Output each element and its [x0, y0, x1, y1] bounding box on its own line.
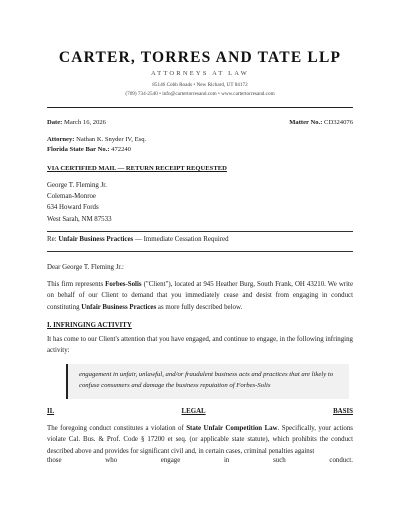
recipient-name: George T. Fleming Jr.	[47, 182, 107, 189]
section-2-heading-word: LEGAL	[181, 408, 206, 415]
re-top-divider	[47, 231, 353, 232]
recipient-company: Coleman-Monroe	[47, 193, 96, 201]
law-name: State Unfair Competition Law	[186, 425, 278, 432]
intro-text-2: ("Client"), located at 945 Heather Burg, South Frank, OH 43210. We write on behalf of our Client to demand that you immediately cease and desist from engaging in conduct constituting	[47, 281, 354, 311]
firm-subtitle: ATTORNEYS AT LAW	[151, 70, 249, 77]
header-divider	[47, 107, 353, 108]
attorney-value: Nathan K. Snyder IV, Esq.	[76, 136, 147, 143]
last-line-word: in	[224, 457, 230, 464]
re-subject: Unfair Business Practices	[58, 236, 134, 243]
legal-text-2: . Specifically, your actions violate Cal. Bus. & Prof. Code § 17200 et seq. (or applicable state statute), which prohibits the conduct described above and provides for significant civil and, in certain cases, criminal penalties against	[47, 425, 353, 455]
section-2-heading-word: BASIS	[333, 408, 353, 415]
bar-value: 472240	[111, 146, 131, 153]
client-name: Forbes-Solis	[105, 281, 142, 288]
section-2-heading	[47, 408, 353, 415]
attorney-row	[47, 135, 353, 144]
legal-text-1: The foregoing conduct constitutes a violation of	[47, 425, 187, 432]
section-2-paragraph	[47, 423, 353, 457]
matter-value: CD324076	[324, 119, 353, 126]
bar-number-row	[47, 145, 353, 154]
re-rest: — Immediate Cessation Required	[134, 236, 229, 243]
date-value: March 16, 2026	[64, 119, 106, 126]
last-line-word: who	[105, 457, 118, 464]
last-line-word: those	[47, 457, 62, 464]
re-bottom-divider	[47, 251, 353, 252]
intro-text-3: as more fully described below.	[156, 303, 243, 311]
intro-paragraph	[47, 279, 353, 313]
recipient-block	[47, 180, 353, 225]
date-row	[47, 118, 353, 127]
section-1-heading: I. INFRINGING ACTIVITY	[47, 322, 132, 329]
last-line-word: engage	[160, 457, 181, 464]
last-line-word: such	[273, 457, 286, 464]
intro-text-1: This firm represents	[47, 281, 106, 288]
bar-label: Florida State Bar No.:	[47, 146, 110, 153]
delivery-method: VIA CERTIFIED MAIL — RETURN RECEIPT REQUESTED	[47, 165, 227, 172]
conduct-name: Unfair Business Practices	[81, 303, 157, 311]
section-2-last-line	[47, 457, 353, 464]
firm-name: CARTER, TORRES AND TATE LLP	[58, 49, 342, 66]
re-label: Re:	[47, 236, 57, 243]
matter-label: Matter No.:	[289, 119, 323, 126]
recipient-street: 634 Howard Fords	[47, 204, 99, 212]
infringing-activity-quote: engagement in unfair, unlawful, and/or fraudulent business acts and practices that are likely to confuse consumers and damage the business reputation of Forbes-Solis	[66, 364, 349, 399]
firm-contact: (709) 734-2540 • info@cartertorresand.com • www.cartertorresand.com	[125, 91, 275, 97]
section-2-heading-word: II.	[47, 408, 55, 415]
attorney-label: Attorney:	[47, 136, 75, 143]
recipient-city: West Sarah, NM 87533	[47, 215, 112, 223]
date-label: Date:	[47, 119, 63, 126]
re-line	[47, 234, 353, 245]
salutation: Dear George T. Fleming Jr.:	[47, 264, 124, 271]
matter-number	[289, 118, 353, 127]
last-line-word: conduct.	[329, 457, 353, 464]
firm-address: 85146 Cobb Roads • New Richard, UT 84172	[152, 82, 248, 88]
section-1-text: It has come to our Client's attention that you have engaged, and continue to engage, in the following infringing activity:	[47, 336, 353, 355]
